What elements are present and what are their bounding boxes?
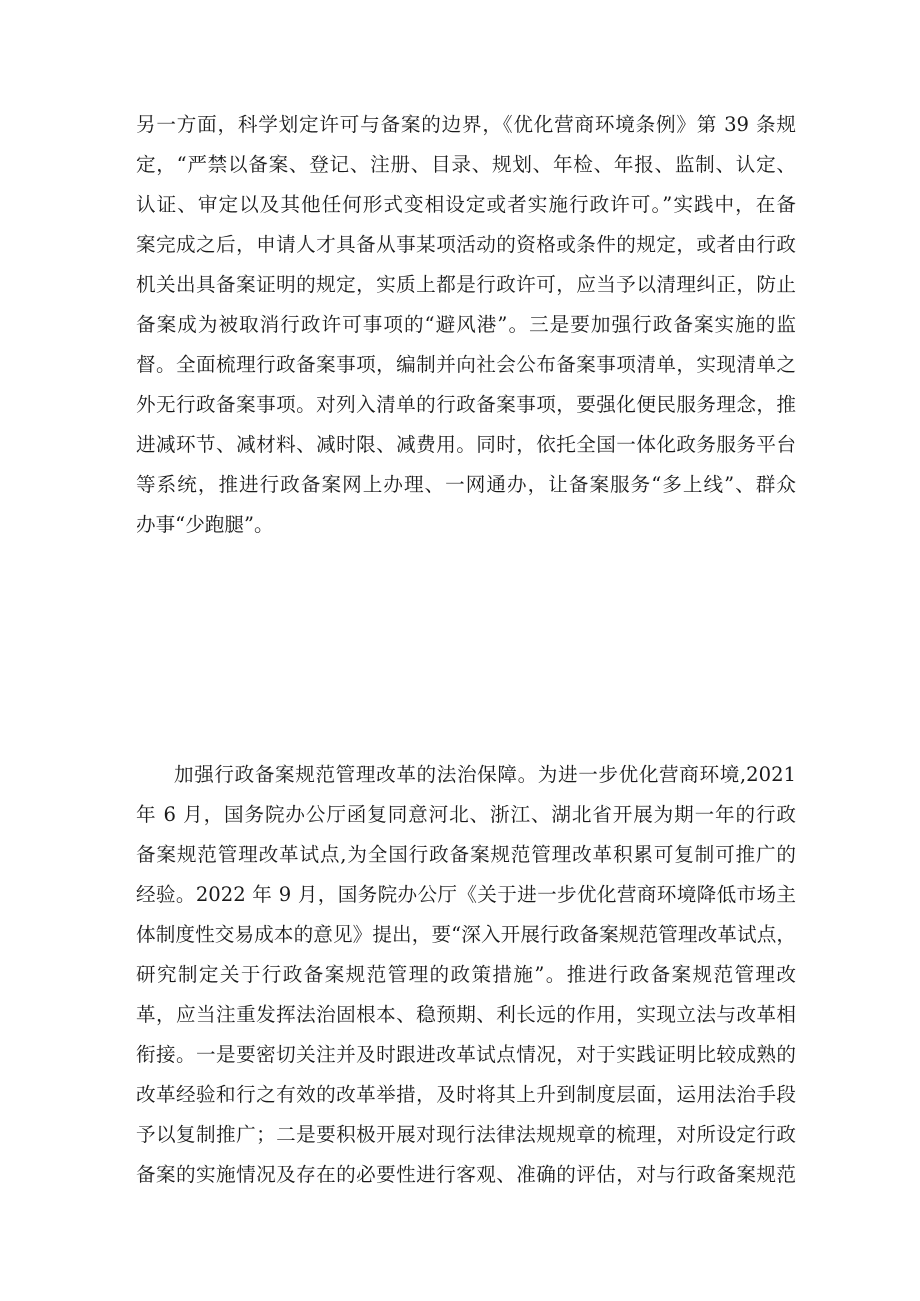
paragraph-line: 研究制定关于行政备案规范管理的政策措施”。推进行政备案规范管理改 (136, 963, 796, 986)
paragraph-line: 衔接。一是要密切关注并及时跟进改革试点情况，对于实践证明比较成熟的 (136, 1043, 796, 1066)
paragraph-line: 案完成之后，申请人才具备从事某项活动的资格或条件的规定，或者由行政 (136, 233, 796, 256)
paragraph-line: 备案成为被取消行政许可事项的“避风港”。三是要加强行政备案实施的监 (136, 313, 796, 336)
paragraph-line: 等系统，推进行政备案网上办理、一网通办，让备案服务“多上线”、群众 (136, 473, 796, 496)
paragraph-line: 备案规范管理改革试点,为全国行政备案规范管理改革积累可复制可推广的 (136, 843, 796, 866)
paragraph-line: 进减环节、减材料、减时限、减费用。同时，依托全国一体化政务服务平台 (136, 433, 796, 456)
paragraph-line: 体制度性交易成本的意见》提出，要“深入开展行政备案规范管理改革试点， (136, 923, 796, 946)
paragraph-line: 认证、审定以及其他任何形式变相设定或者实施行政许可。”实践中，在备 (136, 193, 796, 216)
paragraph-line-first: 加强行政备案规范管理改革的法治保障。为进一步优化营商环境,2021 (174, 763, 796, 786)
paragraph-line: 定，“严禁以备案、登记、注册、目录、规划、年检、年报、监制、认定、 (136, 153, 796, 176)
paragraph-line: 年 6 月，国务院办公厅函复同意河北、浙江、湖北省开展为期一年的行政 (136, 803, 796, 826)
paragraph-line: 予以复制推广；二是要积极开展对现行法律法规规章的梳理，对所设定行政 (136, 1123, 796, 1146)
paragraph-line: 改革经验和行之有效的改革举措，及时将其上升到制度层面，运用法治手段 (136, 1083, 796, 1106)
paragraph-line: 机关出具备案证明的规定，实质上都是行政许可，应当予以清理纠正，防止 (136, 273, 796, 296)
paragraph-line-last: 办事“少跑腿”。 (136, 513, 274, 536)
paragraph-line: 督。全面梳理行政备案事项，编制并向社会公布备案事项清单，实现清单之 (136, 353, 796, 376)
paragraph-line: 另一方面，科学划定许可与备案的边界，《优化营商环境条例》第 39 条规 (136, 113, 796, 136)
paragraph-line: 外无行政备案事项。对列入清单的行政备案事项，要强化便民服务理念，推 (136, 393, 796, 416)
paragraph-line: 革，应当注重发挥法治固根本、稳预期、利长远的作用，实现立法与改革相 (136, 1003, 796, 1026)
paragraph-line: 经验。2022 年 9 月，国务院办公厅《关于进一步优化营商环境降低市场主 (136, 883, 796, 906)
paragraph-line: 备案的实施情况及存在的必要性进行客观、准确的评估，对与行政备案规范 (136, 1163, 796, 1186)
